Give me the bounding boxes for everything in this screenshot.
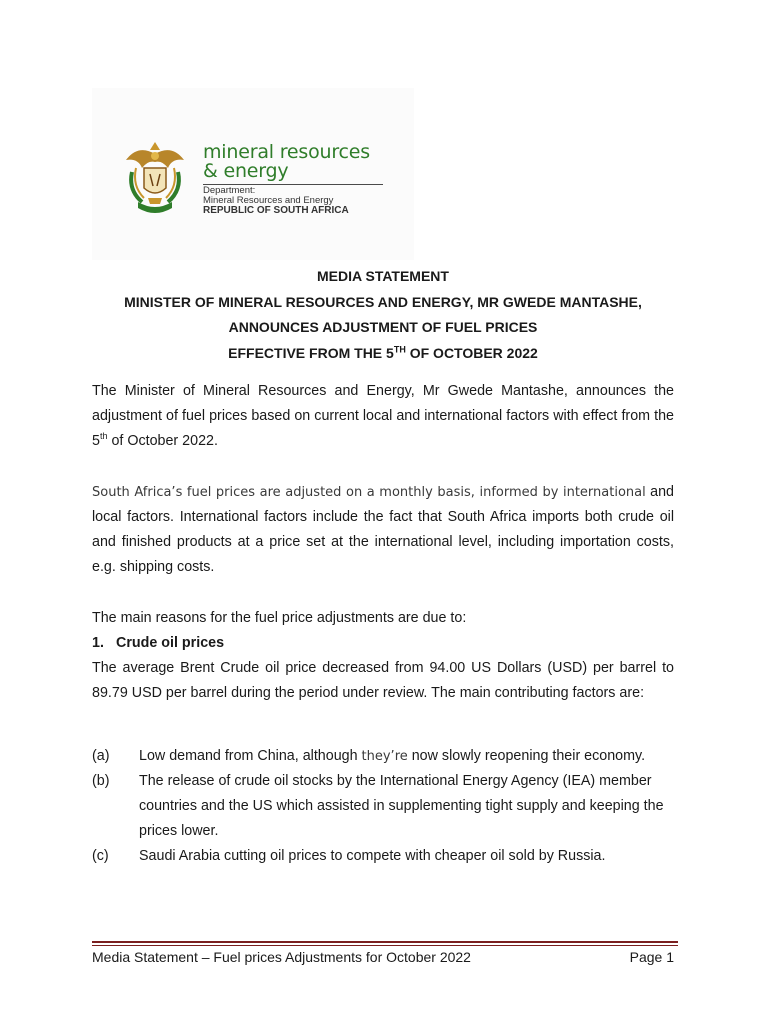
paragraph-basis-a: South Africa’s fuel prices are adjusted on a monthly basis, informed by international [92,485,646,500]
section-crude-oil-title [92,631,674,656]
list-item-text: The release of crude oil stocks by the International Energy Agency (IEA) member countries and the US which assisted in supplementing tight supply and keeping the prices lower. [139,773,664,839]
paragraph-brent-crude: The average Brent Crude oil price decreased from 94.00 US Dollars (USD) per barrel to 89.79 USD per barrel during the period under review. The main contributing factors are: [92,660,674,701]
footer-title: Media Statement – Fuel prices Adjustments for October 2022 [92,949,471,965]
list-item [92,744,674,769]
logo-country: REPUBLIC OF SOUTH AFRICA [203,205,349,216]
list-item-label: (a) [92,748,110,764]
factors-list [92,744,674,869]
paragraph-basis-b: and local factors. International factors include the fact that South Africa imports both crude oil and finished products at a price set at the international level, including importation costs, e.g. shipping costs. [92,484,675,575]
paragraph-main-reasons: The main reasons for the fuel price adjustments are due to: [92,610,467,626]
section-title: Crude oil prices [116,635,225,651]
footer-page-number: Page 1 [629,949,674,965]
footer-rule-thick [92,941,678,943]
logo-dept-name: Mineral Resources and Energy [203,195,334,206]
coat-of-arms-icon [120,138,190,218]
heading-effective-date [92,341,674,367]
heading-announces: ANNOUNCES ADJUSTMENT OF FUEL PRICES [228,319,538,336]
statement-headings [92,264,674,366]
footer-rule-thin [92,945,678,946]
heading-effective-post: OF OCTOBER 2022 [405,344,538,361]
paragraph-intro-sup: th [99,431,108,442]
logo-line-2: & energy [203,160,289,182]
list-item-text [139,744,674,769]
list-item-text-alt: they’re [361,749,408,764]
list-item [92,769,674,844]
heading-effective-pre: EFFECTIVE FROM THE 5 [228,344,394,361]
list-item [92,844,674,869]
heading-minister: MINISTER OF MINERAL RESOURCES AND ENERGY, MR GWEDE MANTASHE, [124,293,642,310]
paragraph-adjustment-basis [92,480,674,580]
paragraph-intro-a: The Minister of Mineral Resources and Energy, Mr Gwede Mantashe, announces the adjustment of fuel prices based on current local and international factors with effect from the 5 [92,383,674,449]
logo-line-1: mineral resources [203,141,370,163]
logo-department [203,186,349,216]
logo-wordmark [203,143,370,181]
section-number: 1. [92,635,104,651]
heading-media-statement: MEDIA STATEMENT [317,268,449,284]
paragraph-intro-b: of October 2022. [107,433,218,449]
list-item-label: (c) [92,848,109,864]
list-item-text-b: now slowly reopening their economy. [407,748,646,764]
logo-dept-label: Department: [203,185,256,196]
heading-effective-sup: TH [393,344,406,355]
list-item-text: Saudi Arabia cutting oil prices to compete with cheaper oil sold by Russia. [139,848,606,864]
list-item-label: (b) [92,773,110,789]
paragraph-intro [92,379,674,454]
list-item-text-a: Low demand from China, although [139,748,362,764]
